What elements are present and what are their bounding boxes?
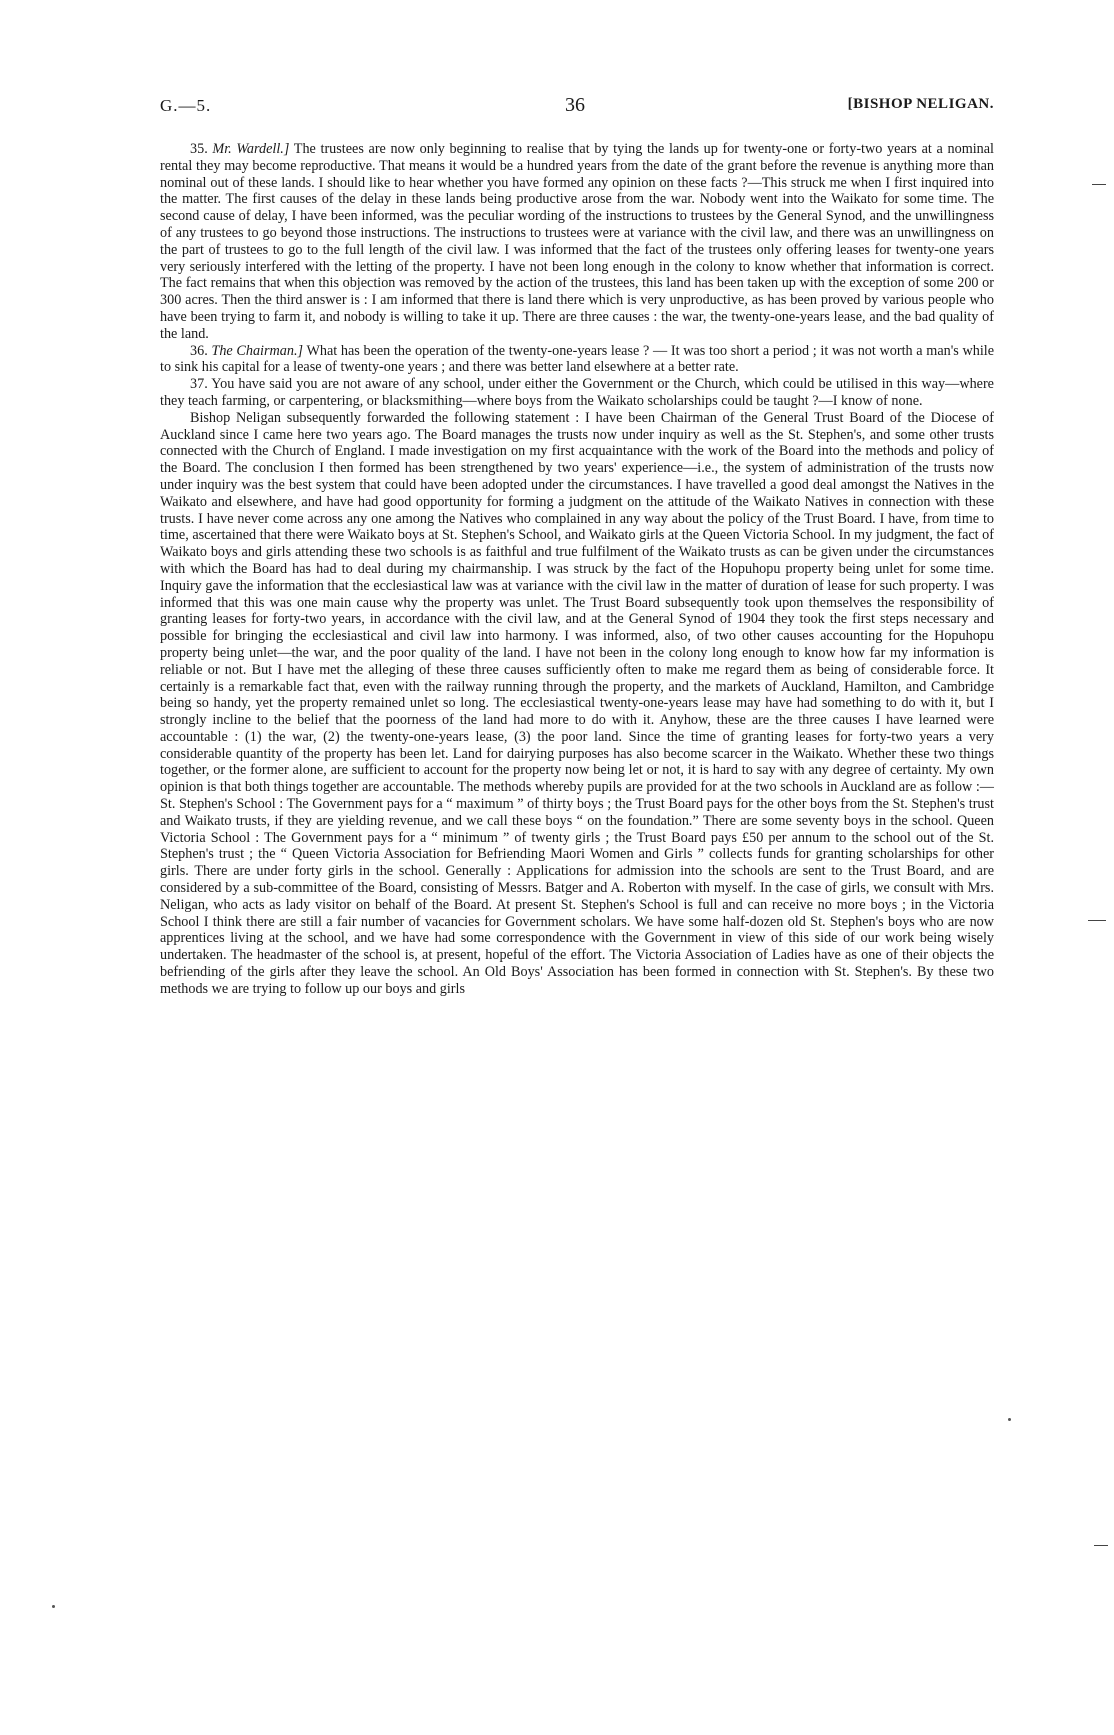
speaker-name: Mr. Wardell.] xyxy=(212,141,290,157)
question-number: 37. xyxy=(190,376,208,393)
paragraph-text: The trustees are now only beginning to realise that by tying the lands up for twenty-one or forty-two years at a nominal rental they may become reproductive. That means it would be a hundred years from the date of the grant before the revenue is anything more than nominal out of these lands. I should like to hear whether you have formed any opinion on these facts ?—This struck me when I first inquired into the matter. The first causes of the delay in these lands being productive arose from the war. Nobody went into the Waikato for some time. The second cause of delay, I have been informed, was the peculiar wording of the instructions to trustees by the General Synod, and the unwillingness of any trustees to go beyond those instructions. The instructions to trustees were at variance with the civil law, and there was an unwillingness on the part of trustees to go to the full length of the civil law. I was informed that the fact of the trustees only offering leases for twenty-one years very seriously interfered with the letting of the property. I have not been long enough in the colony to know whether that information is correct. The fact remains that when this objection was removed by the action of the trustees, this land has been taken up with the exception of some 200 or 300 acres. Then the third answer is : I am informed that there is land there which is very unproductive, as has been proved by various people who have been trying to farm it, and nobody is willing to take it up. There are three causes : the war, the twenty-one-years lease, and the bad quality of the land. xyxy=(160,141,994,342)
question-number: 36. xyxy=(190,342,208,359)
margin-dash xyxy=(1088,920,1106,921)
ink-speck xyxy=(1008,1418,1011,1421)
statement-paragraph xyxy=(160,410,994,998)
speaker-name: The Chairman.] xyxy=(211,342,304,359)
margin-dash xyxy=(1094,1545,1108,1546)
paragraph-text: Bishop Neligan subsequently forwarded the following statement : I have been Chairman of the General Trust Board of the Diocese of Auckland since I came here two years ago. The Board manages the trusts now under inquiry as well as the St. Stephen's, and some other trusts connected with the Church of England. I made investigation on my first acquaintance with the work of the Board into the methods and policy of the Board. The conclusion I then formed has been strengthened by two years' experience—i.e., the system of administration of the trusts now under inquiry was the best system that could have been adopted under the circumstances. I have travelled a good deal amongst the Natives in the Waikato and elsewhere, and have had good opportunity for forming a judgment on the attitude of the Waikato Natives in connection with these trusts. I have never come across any one among the Natives who complained in any way about the policy of the Trust Board. I have, from time to time, ascertained that there were Waikato boys at St. Stephen's School, and Waikato girls at the Queen Victoria School. In my judgment, the fact of Waikato boys and girls attending these two schools is as faithful and true fulfilment of the Waikato trusts as can be given under the circumstances with which the Board has had to deal during my chairmanship. I was struck by the fact of the Hopuhopu property being unlet for some time. Inquiry gave the information that the ecclesiastical law was at variance with the civil law in the matter of duration of lease for such property. I was informed that this was one main cause why the property was unlet. The Trust Board subsequently took upon themselves the responsibility of granting leases for forty-two years, in accordance with the civil law, and at the General Synod of 1904 they took the first steps necessary and possible for bringing the ecclesiastical and civil law into harmony. I was informed, also, of two other causes accounting for the Hopuhopu property being unlet—the war, and the poor quality of the land. I have not been in the colony long enough to know how far my information is reliable or not. But I have met the alleging of these three causes sufficiently often to make me regard them as being of considerable force. It certainly is a remarkable fact that, even with the railway running through the property, and the markets of Auckland, Hamilton, and Cambridge being so handy, yet the property remained unlet so long. The ecclesiastical twenty-one-years lease may have had something to do with it, but I strongly incline to the belief that the poorness of the land had more to do with it. Anyhow, these are the three causes I have learned were accountable : (1) the war, (2) the twenty-one-years lease, (3) the poor land. Since the time of granting leases for forty-two years a very considerable quantity of the property has been let. Land for dairying purposes has also become scarcer in the Waikato. Whether these two things together, or the former alone, are sufficient to account for the property now being let or not, it is hard to say with any degree of certainty. My own opinion is that both things together are accountable. The methods whereby pupils are provided for at the two schools in Auckland are as follow :—St. Stephen's School : The Government pays for a “ maximum ” of thirty boys ; the Trust Board pays for the other boys from the St. Stephen's trust and Waikato trusts, if they are yielding revenue, and we call these boys “ on the foundation.” There are some seventy boys in the school. Queen Victoria School : The Government pays for a “ minimum ” of twenty girls ; the Trust Board pays £50 per annum to the school out of the St. Stephen's trust ; the “ Queen Victoria Association for Befriending Maori Women and Girls ” collects funds for granting scholarships for other girls. There are under forty girls in the school. Generally : Applications for admission into the schools are sent to the Trust Board, and are considered by a sub-committee of the Board, consisting of Messrs. Batger and A. Roberton with myself. In the case of girls, we consult with Mrs. Neligan, who acts as lady visitor on behalf of the Board. At present St. Stephen's School is full and can receive no more boys ; in the Victoria School I think there are still a fair number of vacancies for Government scholars. We have some half-dozen old St. Stephen's boys who are now apprentices living at the school, and we have had some correspondence with the Government in view of this side of our work being wisely undertaken. The headmaster of the school is, at present, hopeful of the effort. The Victoria Association of Ladies have as one of their objects the befriending of the girls after they leave the school. An Old Boys' Association has been formed in connection with St. Stephen's. By these two methods we are trying to follow up our boys and girls xyxy=(160,409,994,997)
question-number: 35. xyxy=(190,141,208,157)
series-number: G.—5. xyxy=(160,96,212,115)
ink-speck xyxy=(52,1605,55,1608)
page-number: 36 xyxy=(565,94,585,116)
paragraph xyxy=(160,343,994,377)
paragraph-text: What has been the operation of the twenty-one-years lease ? — It was too short a period ; it was not worth a man's while to sink his capital for a lease of twenty-one years ; and there was better land elsewhere at a better rate. xyxy=(160,342,995,376)
margin-dash xyxy=(1092,184,1106,185)
page-header xyxy=(160,96,994,124)
paragraph xyxy=(160,141,994,343)
paragraph-text: You have said you are not aware of any school, under either the Government or the Church, which could be utilised in this way—where they teach farming, or carpentering, or blacksmithing—where boys from the Waikato scholarships could be taught ?—I know of none. xyxy=(160,376,994,409)
body-text xyxy=(160,141,994,998)
section-title: [BISHOP NELIGAN. xyxy=(847,96,994,112)
paragraph xyxy=(160,376,994,410)
